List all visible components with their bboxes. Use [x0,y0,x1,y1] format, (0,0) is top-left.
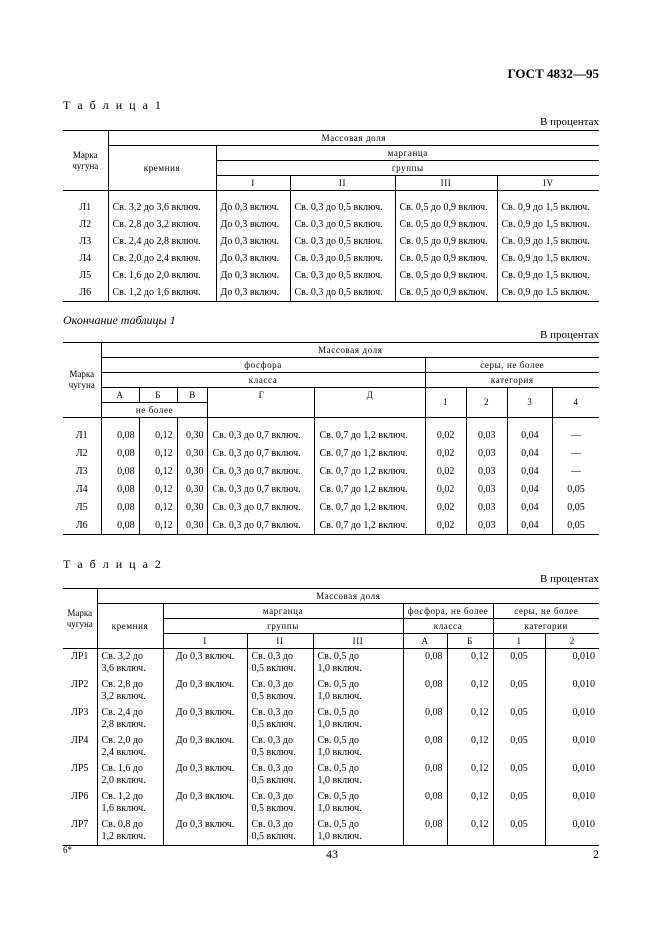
table1b-caption: Окончание таблицы 1 [63,313,176,327]
group2-cell [247,705,313,733]
fosfor-v-cell: 0,30 [177,444,208,462]
table1b-class-header: Г [208,388,315,418]
kremniya-cell-line1: Св. 1,2 до [101,791,143,802]
page-number: 43 [326,847,338,861]
group2-cell [247,677,313,705]
marka-cell: Л2 [63,216,108,233]
group-cell: До 0,3 включ. [216,191,290,217]
table-row [63,284,599,302]
table-row [63,462,599,480]
table1-marka-header: Марка чугуна [63,131,108,191]
fosfor-b-cell: 0,12 [447,705,493,733]
table-row [63,250,599,267]
group-cell: Св. 0,9 до 1,5 включ. [497,233,599,250]
kremniya-cell-line2: 3,6 включ. [101,663,146,674]
table1-gruppy-header: группы [216,161,599,176]
fosfor-b-cell: 0,12 [447,733,493,761]
kremniya-cell-line1: Св. 3,2 до [101,651,143,662]
group2-cell [247,761,313,789]
fosfor-a-cell: 0,08 [101,480,139,498]
group2-cell-line2: 0,5 включ. [251,719,296,730]
table1b-ne-bolee-header: не более [101,403,208,418]
sera-cat3-cell: 0,04 [507,418,552,445]
table-row [63,649,599,678]
sera-cat1-cell: 0,02 [425,444,466,462]
fosfor-a-cell: 0,08 [403,649,447,678]
group3-cell-line2: 1,0 включ. [317,747,362,758]
group2-cell [247,649,313,678]
fosfor-a-cell: 0,08 [101,418,139,445]
sera-cat2-cell: 0,010 [545,733,599,761]
table1b-category-header: 1 [425,388,466,418]
table1b-klassa-header: класса [101,373,425,388]
group2-cell-line2: 0,5 включ. [251,663,296,674]
table2-gruppy-header: группы [163,619,403,634]
group1-cell: До 0,3 включ. [163,817,247,846]
table1b-class-header: В [177,388,208,403]
marka-cell: ЛР7 [63,817,97,846]
table1-caption: Т а б л и ц а 1 [63,98,163,112]
sera-cat2-cell: 0,03 [466,516,507,535]
kremniya-cell: Св. 2,0 до 2,4 включ. [108,250,216,267]
table1b-kategoriya-header: категория [425,373,599,388]
table-row [63,705,599,733]
table-row [63,677,599,705]
fosfor-b-cell: 0,12 [447,761,493,789]
table-row [63,233,599,250]
table2-kategorii-header: категории [493,619,599,634]
fosfor-d-cell: Св. 0,7 до 1,2 включ. [315,516,425,535]
group2-cell-line2: 0,5 включ. [251,831,296,842]
kremniya-cell [97,789,163,817]
group3-cell [313,649,403,678]
table1-margantsa-header: марганца [216,146,599,161]
marka-cell: Л4 [63,480,101,498]
marka-cell: Л1 [63,418,101,445]
sera-cat4-cell: 0,05 [553,516,599,535]
group-cell: Св. 0,5 до 0,9 включ. [395,191,497,217]
kremniya-cell-line1: Св. 2,8 до [101,679,143,690]
group3-cell-line2: 1,0 включ. [317,775,362,786]
marka-cell: Л1 [63,191,108,217]
sera-cat3-cell: 0,04 [507,444,552,462]
table1-mass-header: Массовая доля [108,131,599,146]
kremniya-cell: Св. 3,2 до 3,6 включ. [108,191,216,217]
marka-cell: ЛР6 [63,789,97,817]
marka-cell: Л3 [63,233,108,250]
fosfor-a-cell: 0,08 [101,516,139,535]
fosfor-b-cell: 0,12 [139,462,177,480]
fosfor-b-cell: 0,12 [139,480,177,498]
fosfor-d-cell: Св. 0,7 до 1,2 включ. [315,444,425,462]
table2-class-header: Б [447,634,493,649]
table-row [63,761,599,789]
sera-cat3-cell: 0,04 [507,462,552,480]
table1 [63,130,599,302]
group-cell: Св. 0,3 до 0,5 включ. [290,191,395,217]
table1-unit: В процентах [540,116,599,128]
table1-group-header: II [290,176,395,191]
table1b-class-header: Д [315,388,425,418]
fosfor-d-cell: Св. 0,7 до 1,2 включ. [315,462,425,480]
group3-cell [313,733,403,761]
marka-cell: Л6 [63,284,108,302]
table-row [63,418,599,445]
sera-cat2-cell: 0,010 [545,677,599,705]
fosfor-a-cell: 0,08 [101,498,139,516]
group2-cell-line2: 0,5 включ. [251,775,296,786]
fosfor-b-cell: 0,12 [447,789,493,817]
sera-cat2-cell: 0,03 [466,418,507,445]
group-cell: Св. 0,5 до 0,9 включ. [395,284,497,302]
group3-cell-line1: Св. 0,5 до [317,763,359,774]
sera-cat2-cell: 0,03 [466,444,507,462]
sera-cat2-cell: 0,010 [545,789,599,817]
table1b-unit: В процентах [540,329,599,341]
table1b-category-header: 2 [466,388,507,418]
group3-cell-line2: 1,0 включ. [317,803,362,814]
group-cell: Св. 0,5 до 0,9 включ. [395,250,497,267]
sera-cat1-cell: 0,05 [493,817,545,846]
group-cell: До 0,3 включ. [216,267,290,284]
fosfor-a-cell: 0,08 [403,677,447,705]
fosfor-a-cell: 0,08 [403,817,447,846]
sera-cat4-cell: — [553,418,599,445]
kremniya-cell: Св. 2,4 до 2,8 включ. [108,233,216,250]
group-cell: До 0,3 включ. [216,250,290,267]
table-row [63,789,599,817]
table1b-category-header: 3 [507,388,552,418]
fosfor-v-cell: 0,30 [177,498,208,516]
table2-category-header: 1 [493,634,545,649]
group-cell: До 0,3 включ. [216,284,290,302]
table2-group-header: I [163,634,247,649]
kremniya-cell [97,705,163,733]
group3-cell-line1: Св. 0,5 до [317,707,359,718]
kremniya-cell-line1: Св. 0,8 до [101,819,143,830]
group2-cell-line1: Св. 0,3 до [251,707,293,718]
group1-cell: До 0,3 включ. [163,733,247,761]
group1-cell: До 0,3 включ. [163,705,247,733]
table2-unit: В процентах [540,573,599,585]
fosfor-v-cell: 0,30 [177,418,208,445]
sera-cat2-cell: 0,010 [545,817,599,846]
marka-cell: ЛР4 [63,733,97,761]
group3-cell-line1: Св. 0,5 до [317,791,359,802]
fosfor-v-cell: 0,30 [177,516,208,535]
group-cell: Св. 0,3 до 0,5 включ. [290,216,395,233]
kremniya-cell [97,733,163,761]
fosfor-a-cell: 0,08 [403,789,447,817]
kremniya-cell-line2: 2,4 включ. [101,747,146,758]
kremniya-cell-line2: 3,2 включ. [101,691,146,702]
sera-cat2-cell: 0,03 [466,498,507,516]
kremniya-cell-line2: 2,0 включ. [101,775,146,786]
group-cell: Св. 0,5 до 0,9 включ. [395,233,497,250]
table-row [63,817,599,846]
table2-sery-header: серы, не более [493,604,599,619]
group3-cell-line1: Св. 0,5 до [317,651,359,662]
table1-kremniya-header: кремния [108,146,216,191]
sera-cat1-cell: 0,02 [425,480,466,498]
group2-cell-line2: 0,5 включ. [251,691,296,702]
fosfor-a-cell: 0,08 [403,761,447,789]
marka-cell: Л5 [63,498,101,516]
group-cell: Св. 0,9 до 1,5 включ. [497,267,599,284]
group1-cell: До 0,3 включ. [163,761,247,789]
marka-cell: ЛР5 [63,761,97,789]
document-code: ГОСТ 4832—95 [507,66,599,81]
fosfor-g-cell: Св. 0,3 до 0,7 включ. [208,516,315,535]
kremniya-cell-line1: Св. 1,6 до [101,763,143,774]
group-cell: Св. 0,3 до 0,5 включ. [290,284,395,302]
table2-klass-header: класса [403,619,493,634]
group3-cell-line2: 1,0 включ. [317,663,362,674]
group1-cell: До 0,3 включ. [163,677,247,705]
fosfor-b-cell: 0,12 [447,649,493,678]
table1b-class-header: А [101,388,139,403]
table2-group-header: III [313,634,403,649]
sera-cat1-cell: 0,02 [425,418,466,445]
fosfor-d-cell: Св. 0,7 до 1,2 включ. [315,480,425,498]
sera-cat3-cell: 0,04 [507,498,552,516]
marka-cell: Л4 [63,250,108,267]
table1b [63,342,599,535]
group1-cell: До 0,3 включ. [163,789,247,817]
group1-cell: До 0,3 включ. [163,649,247,678]
sera-cat2-cell: 0,010 [545,705,599,733]
group2-cell [247,817,313,846]
table-row [63,516,599,535]
sera-cat4-cell: 0,05 [553,498,599,516]
sera-cat1-cell: 0,02 [425,462,466,480]
table-row [63,498,599,516]
table2-fosfora-header: фосфора, не более [403,604,493,619]
kremniya-cell: Св. 1,2 до 1,6 включ. [108,284,216,302]
kremniya-cell: Св. 2,8 до 3,2 включ. [108,216,216,233]
marka-cell: ЛР2 [63,677,97,705]
group2-cell-line2: 0,5 включ. [251,747,296,758]
table1b-fosfora-header: фосфора [101,358,425,373]
kremniya-cell-line1: Св. 2,0 до [101,735,143,746]
group2-cell [247,789,313,817]
sera-cat2-cell: 0,03 [466,480,507,498]
fosfor-g-cell: Св. 0,3 до 0,7 включ. [208,418,315,445]
table-row [63,733,599,761]
group-cell: Св. 0,3 до 0,5 включ. [290,267,395,284]
fosfor-d-cell: Св. 0,7 до 1,2 включ. [315,418,425,445]
group3-cell-line1: Св. 0,5 до [317,735,359,746]
group-cell: До 0,3 включ. [216,216,290,233]
kremniya-cell [97,677,163,705]
group-cell: Св. 0,3 до 0,5 включ. [290,250,395,267]
table-row [63,191,599,217]
fosfor-a-cell: 0,08 [101,444,139,462]
table2-mass-header: Массовая доля [97,589,599,604]
kremniya-cell-line2: 2,8 включ. [101,719,146,730]
table1b-marka-header: Марка чугуна [63,343,101,418]
sera-cat1-cell: 0,05 [493,761,545,789]
group-cell: Св. 0,9 до 1,5 включ. [497,250,599,267]
table1b-sery-header: серы, не более [425,358,599,373]
fosfor-a-cell: 0,08 [403,733,447,761]
marka-cell: Л5 [63,267,108,284]
table1-group-header: III [395,176,497,191]
table-row [63,216,599,233]
group2-cell-line2: 0,5 включ. [251,803,296,814]
fosfor-d-cell: Св. 0,7 до 1,2 включ. [315,498,425,516]
group2-cell-line1: Св. 0,3 до [251,763,293,774]
group-cell: Св. 0,9 до 1,5 включ. [497,191,599,217]
group3-cell-line1: Св. 0,5 до [317,679,359,690]
group3-cell [313,761,403,789]
table2-kremniya-header: кремния [97,604,163,649]
table-row [63,444,599,462]
fosfor-b-cell: 0,12 [447,677,493,705]
marka-cell: ЛР1 [63,649,97,678]
fosfor-a-cell: 0,08 [101,462,139,480]
marka-cell: Л2 [63,444,101,462]
marka-cell: ЛР3 [63,705,97,733]
fosfor-g-cell: Св. 0,3 до 0,7 включ. [208,462,315,480]
sera-cat4-cell: 0,05 [553,480,599,498]
fosfor-v-cell: 0,30 [177,480,208,498]
sera-cat1-cell: 0,05 [493,789,545,817]
table-row [63,480,599,498]
kremniya-cell: Св. 1,6 до 2,0 включ. [108,267,216,284]
group-cell: Св. 0,9 до 1,5 включ. [497,216,599,233]
kremniya-cell-line2: 1,6 включ. [101,803,146,814]
group-cell: Св. 0,9 до 1.5 включ. [497,284,599,302]
group3-cell-line2: 1,0 включ. [317,691,362,702]
group2-cell [247,733,313,761]
fosfor-v-cell: 0,30 [177,462,208,480]
sera-cat1-cell: 0,05 [493,733,545,761]
fosfor-a-cell: 0,08 [403,705,447,733]
kremniya-cell [97,817,163,846]
footer-mark: 6* [63,845,72,855]
sera-cat1-cell: 0,05 [493,649,545,678]
marka-cell: Л6 [63,516,101,535]
group3-cell [313,705,403,733]
fosfor-b-cell: 0,12 [139,498,177,516]
table2-group-header: II [247,634,313,649]
table2-class-header: А [403,634,447,649]
sera-cat2-cell: 0,010 [545,649,599,678]
marka-cell: Л3 [63,462,101,480]
fosfor-b-cell: 0,12 [139,444,177,462]
sera-cat4-cell: — [553,462,599,480]
group2-cell-line1: Св. 0,3 до [251,791,293,802]
group3-cell-line2: 1,0 включ. [317,831,362,842]
fosfor-b-cell: 0,12 [139,418,177,445]
group-cell: Св. 0,5 до 0,9 включ. [395,267,497,284]
table-row [63,267,599,284]
table1b-mass-header: Массовая доля [101,343,599,358]
kremniya-cell [97,649,163,678]
sera-cat1-cell: 0,02 [425,498,466,516]
table1-group-header: IV [497,176,599,191]
kremniya-cell [97,761,163,789]
kremniya-cell-line1: Св. 2,4 до [101,707,143,718]
table2-margantsa-header: марганца [163,604,403,619]
group3-cell-line2: 1,0 включ. [317,719,362,730]
sera-cat2-cell: 0,03 [466,462,507,480]
group2-cell-line1: Св. 0,3 до [251,651,293,662]
sera-cat3-cell: 0,04 [507,480,552,498]
group3-cell [313,789,403,817]
table2-category-header: 2 [545,634,599,649]
table2-marka-header: Марка чугуна [63,589,97,649]
table2-caption: Т а б л и ц а 2 [63,557,163,571]
sera-cat1-cell: 0,02 [425,516,466,535]
fosfor-g-cell: Св. 0,3 до 0,7 включ. [208,498,315,516]
group-cell: Св. 0,5 до 0,9 включ. [395,216,497,233]
table1b-class-header: Б [139,388,177,403]
group2-cell-line1: Св. 0,3 до [251,679,293,690]
group-cell: Св. 0,3 до 0,5 включ. [290,233,395,250]
table1b-category-header: 4 [553,388,599,418]
fosfor-b-cell: 0,12 [139,516,177,535]
sheet-number: 2 [593,847,599,861]
fosfor-b-cell: 0,12 [447,817,493,846]
fosfor-g-cell: Св. 0,3 до 0,7 включ. [208,480,315,498]
sera-cat4-cell: — [553,444,599,462]
fosfor-g-cell: Св. 0,3 до 0,7 включ. [208,444,315,462]
group3-cell-line1: Св. 0,5 до [317,819,359,830]
sera-cat1-cell: 0,05 [493,705,545,733]
group3-cell [313,677,403,705]
group2-cell-line1: Св. 0,3 до [251,735,293,746]
group2-cell-line1: Св. 0,3 до [251,819,293,830]
sera-cat2-cell: 0,010 [545,761,599,789]
table1-group-header: I [216,176,290,191]
kremniya-cell-line2: 1,2 включ. [101,831,146,842]
sera-cat1-cell: 0,05 [493,677,545,705]
table2 [63,588,599,846]
group3-cell [313,817,403,846]
group-cell: До 0,3 включ. [216,233,290,250]
sera-cat3-cell: 0,04 [507,516,552,535]
